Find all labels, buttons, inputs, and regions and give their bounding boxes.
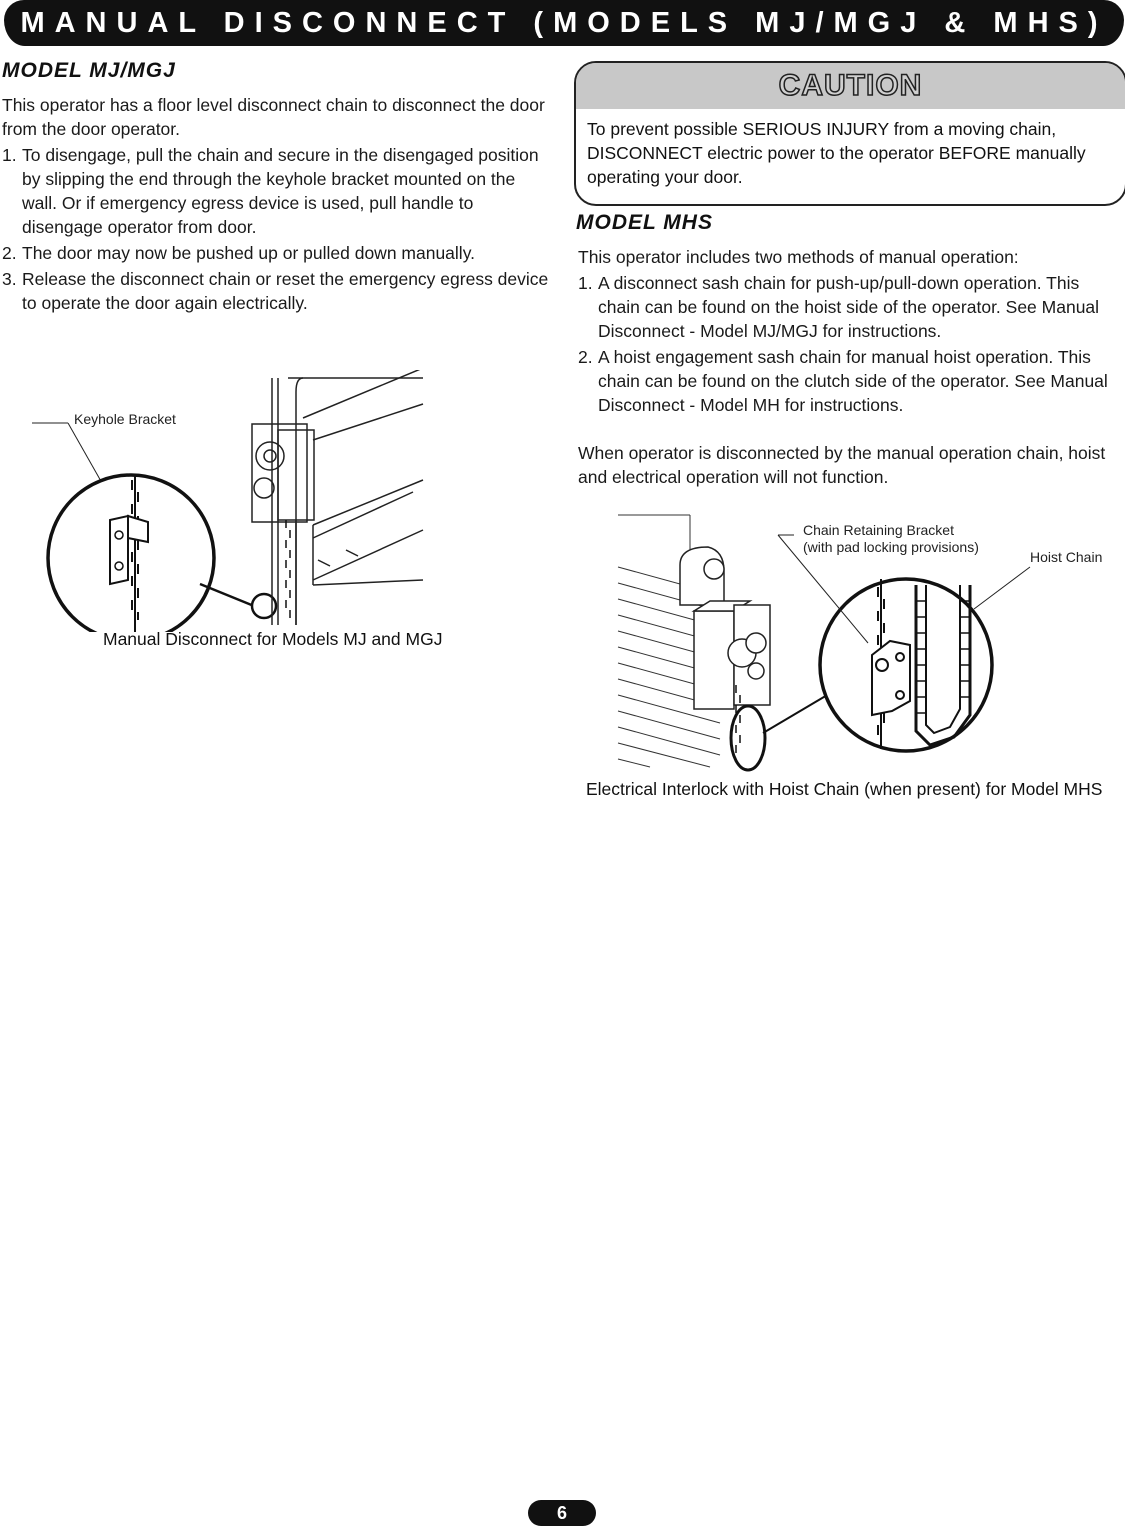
mhs-text-block — [578, 245, 1120, 489]
mj-text-block — [2, 93, 550, 315]
step-number: 1. — [578, 273, 593, 293]
mhs-note: When operator is disconnected by the manual operation chain, hoist and electrical operation will not function. — [578, 443, 1106, 487]
step-number: 2. — [578, 347, 593, 367]
section-heading-mhs: MODEL MHS — [576, 211, 713, 234]
list-item — [578, 271, 1120, 343]
chain-retaining-bracket-icon — [872, 641, 910, 715]
mj-steps-list — [2, 143, 550, 315]
section-heading-mj: MODEL MJ/MGJ — [2, 59, 176, 82]
list-item — [578, 345, 1120, 417]
page-banner: MANUAL DISCONNECT (MODELS MJ/MGJ & MHS) — [4, 0, 1124, 46]
label-line: (with pad locking provisions) — [803, 539, 979, 555]
step-text: To disengage, pull the chain and secure in the disengaged position by slipping the end through the keyhole bracket mounted on the wall. Or if emergency egress device is used, pull handle to disengage operator from door. — [22, 145, 539, 237]
caution-header: CAUTION — [576, 63, 1125, 109]
caution-message: To prevent possible SERIOUS INJURY from a moving chain, DISCONNECT electric power to the operator BEFORE manually operating your door. — [587, 119, 1086, 187]
step-text: Release the disconnect chain or reset the emergency egress device to operate the door again electrically. — [22, 269, 549, 313]
label-keyhole-bracket: Keyhole Bracket — [74, 411, 176, 427]
mj-intro: This operator has a floor level disconnect chain to disconnect the door from the door operator. — [2, 95, 545, 139]
step-number: 3. — [2, 269, 17, 289]
label-chain-retaining-bracket — [803, 522, 979, 556]
label-line: Chain Retaining Bracket — [803, 522, 954, 538]
page-number: 6 — [528, 1500, 596, 1526]
list-item — [2, 241, 550, 265]
mhs-figure-caption: Electrical Interlock with Hoist Chain (when present) for Model MHS — [586, 779, 1103, 799]
step-number: 1. — [2, 145, 17, 165]
label-hoist-chain: Hoist Chain — [1030, 549, 1103, 565]
caution-box — [574, 61, 1125, 206]
step-text: The door may now be pushed up or pulled down manually. — [22, 243, 476, 263]
mhs-steps-list — [578, 271, 1120, 417]
step-number: 2. — [2, 243, 17, 263]
list-item — [2, 143, 550, 239]
mhs-intro: This operator includes two methods of manual operation: — [578, 247, 1019, 267]
step-text: A disconnect sash chain for push-up/pull-down operation. This chain can be found on the hoist side of the operator. See Manual Disconnect - Model MJ/MGJ for instructions. — [598, 273, 1100, 341]
mj-disconnect-illustration — [28, 370, 438, 632]
mj-figure-caption: Manual Disconnect for Models MJ and MGJ — [103, 629, 443, 649]
list-item — [2, 267, 550, 315]
step-text: A hoist engagement sash chain for manual hoist operation. This chain can be found on the clutch side of the operator. See Manual Disconnect - Model MH for instructions. — [598, 347, 1108, 415]
